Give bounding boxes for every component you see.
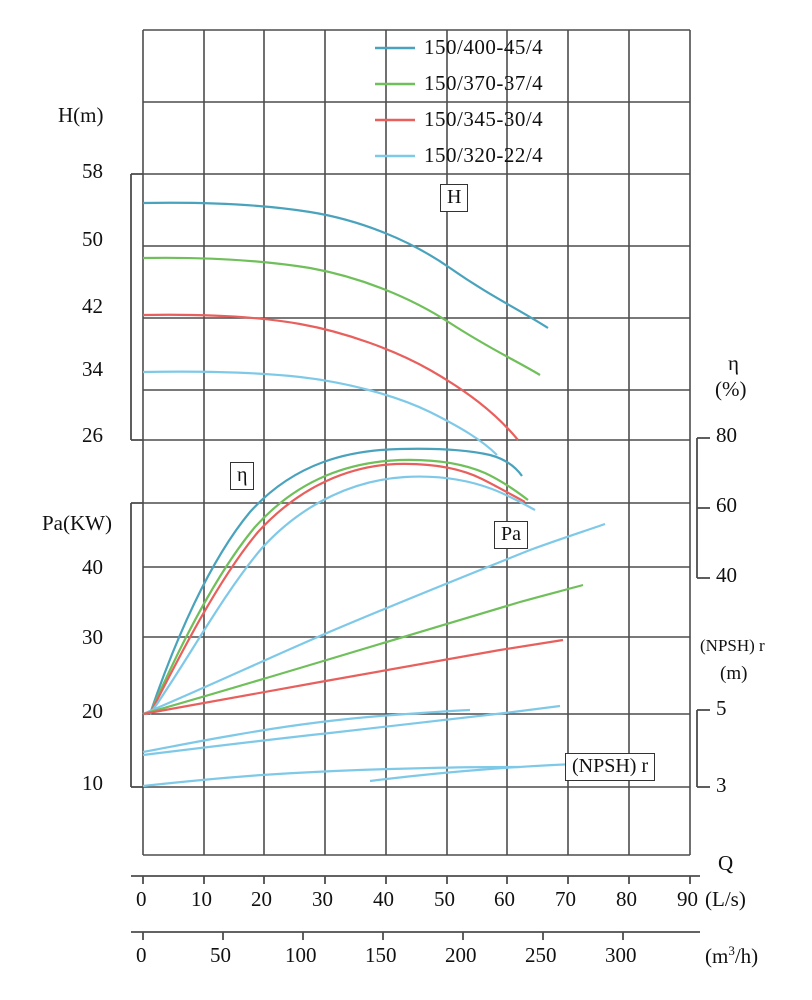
eta-tick-60: 60 <box>716 493 737 517</box>
npsh-axis-title: (NPSH) r <box>700 636 765 655</box>
power-curves <box>143 524 605 755</box>
npsh-tick-3: 3 <box>716 773 727 797</box>
grid-lines <box>143 30 690 855</box>
x-axis-rulers <box>131 876 700 940</box>
curve-group-label-npsh: (NPSH) r <box>565 753 655 781</box>
power-axis-title: Pa(KW) <box>42 511 112 535</box>
eta-curve-150-345-30-4 <box>150 464 525 714</box>
x-m3h-tick-300: 300 <box>605 943 637 967</box>
efficiency-curves <box>150 449 535 714</box>
legend-label-3: 150/320-22/4 <box>424 143 544 167</box>
x-m3h-tick-100: 100 <box>285 943 317 967</box>
flow-unit-prefix: (m <box>705 944 729 968</box>
x-ls-tick-40: 40 <box>373 887 394 911</box>
head-axis-title: H(m) <box>58 103 104 127</box>
x-ls-tick-30: 30 <box>312 887 333 911</box>
flow-unit-superscript: 3 <box>728 943 735 958</box>
head-tick-34: 34 <box>82 357 103 381</box>
power-tick-10: 10 <box>82 771 103 795</box>
x-ls-tick-50: 50 <box>434 887 455 911</box>
curve-group-label-efficiency: η <box>230 462 254 490</box>
legend-label-0: 150/400-45/4 <box>424 35 544 59</box>
x-m3h-tick-250: 250 <box>525 943 557 967</box>
head-curve-150-320-22-4 <box>143 372 497 455</box>
x-ls-tick-0: 0 <box>136 887 147 911</box>
eta-curve-150-370-37-4 <box>150 460 528 714</box>
flow-axis-unit-m3h <box>705 944 758 967</box>
right-scale-brackets <box>697 438 710 787</box>
x-m3h-tick-50: 50 <box>210 943 231 967</box>
eta-tick-40: 40 <box>716 563 737 587</box>
x-ls-tick-60: 60 <box>494 887 515 911</box>
head-curve-150-345-30-4 <box>143 315 518 440</box>
flow-axis-unit-ls: (L/s) <box>705 887 746 911</box>
legend-label-1: 150/370-37/4 <box>424 71 544 95</box>
npsh-axis-unit: (m) <box>720 663 748 684</box>
curve-group-label-power: Pa <box>494 521 528 549</box>
head-curve-150-370-37-4 <box>143 258 540 375</box>
head-tick-50: 50 <box>82 227 103 251</box>
x-ls-tick-70: 70 <box>555 887 576 911</box>
npsh-curve-low <box>143 710 470 752</box>
npsh-curves <box>143 710 600 786</box>
head-tick-58: 58 <box>82 159 103 183</box>
x-ls-tick-20: 20 <box>251 887 272 911</box>
curve-group-label-head: H <box>440 184 468 212</box>
flow-unit-suffix: /h) <box>734 944 759 968</box>
x-m3h-tick-150: 150 <box>365 943 397 967</box>
x-ls-tick-80: 80 <box>616 887 637 911</box>
power-tick-30: 30 <box>82 625 103 649</box>
npsh-tick-5: 5 <box>716 696 727 720</box>
eta-curve-150-400-45-4 <box>150 449 522 714</box>
efficiency-axis-unit: (%) <box>715 377 747 401</box>
left-scale-ticks <box>131 174 143 787</box>
eta-tick-80: 80 <box>716 423 737 447</box>
power-tick-40: 40 <box>82 555 103 579</box>
head-tick-26: 26 <box>82 423 103 447</box>
npsh-curve-mid <box>143 767 520 786</box>
x-ls-tick-10: 10 <box>191 887 212 911</box>
power-tick-20: 20 <box>82 699 103 723</box>
legend-label-2: 150/345-30/4 <box>424 107 544 131</box>
x-m3h-tick-200: 200 <box>445 943 477 967</box>
flow-axis-symbol: Q <box>718 851 734 875</box>
x-ls-tick-90: 90 <box>677 887 698 911</box>
head-tick-42: 42 <box>82 294 103 318</box>
efficiency-axis-symbol: η <box>728 351 739 375</box>
x-m3h-tick-0: 0 <box>136 943 147 967</box>
